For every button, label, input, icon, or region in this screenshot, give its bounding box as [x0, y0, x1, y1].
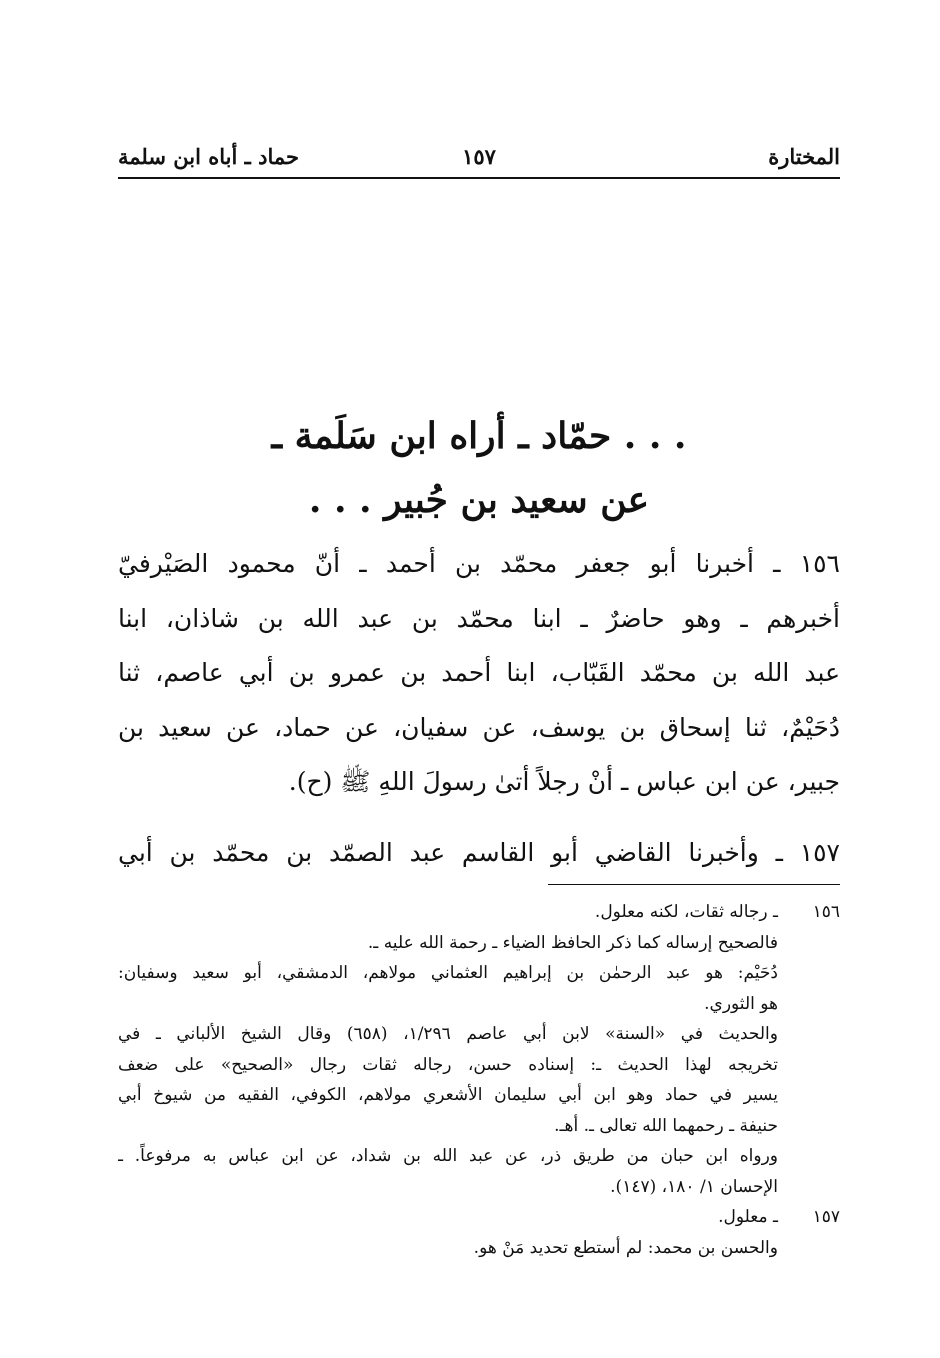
chapter-heading — [118, 404, 840, 532]
footnotes — [118, 897, 840, 1263]
footnote-divider — [548, 884, 840, 885]
running-header — [118, 140, 840, 174]
footnote-number: ١٥٧ — [812, 1207, 840, 1227]
main-text — [118, 537, 840, 880]
header-book-title: المختارة — [768, 144, 840, 169]
footnote-text: ـ رجاله ثقات، لكنه معلول. — [594, 902, 778, 922]
text-line: أخبرهم ـ وهو حاضرٌ ـ ابنا محمّد بن عبد الله بن شاذان، ابنا — [118, 603, 840, 633]
footnote-line: فالصحيح إرساله كما ذكر الحافظ الضياء ـ رحمة الله عليه ـ. — [367, 932, 778, 953]
text-line: عبد الله بن محمّد القَبّاب، ابنا أحمد بن عمرو بن أبي عاصم، ثنا — [118, 658, 840, 687]
footnote-line: تخريجه لهذا الحديث ـ: إسناده حسن، رجاله ثقات رجال «الصحيح» على ضعف — [118, 1054, 778, 1075]
footnote-line: والحسن بن محمد: لم أستطع تحديد مَنْ هو. — [473, 1237, 778, 1258]
text-line: ١٥٦ ـ أخبرنا أبو جعفر محمّد بن أحمد ـ أنّ محمود الصَيْرفيّ — [118, 549, 840, 578]
text-line: ١٥٧ ـ وأخبرنا القاضي أبو القاسم عبد الصمّد بن محمّد بن أبي — [118, 837, 840, 867]
footnote-line: دُحَيْم: هو عبد الرحمٰن بن إبراهيم العثماني مولاهم، الدمشقي، أبو سعيد وسفيان: — [118, 963, 778, 983]
text-line: جبير، عن ابن عباس ـ أنْ رجلاً أتىٰ رسولَ اللهِ ﷺ (ح). — [288, 767, 840, 796]
footnote-line: هو الثوري. — [704, 993, 778, 1014]
footnote-number: ١٥٦ — [812, 902, 840, 922]
footnote-line: والحديث في «السنة» لابن أبي عاصم ١/٢٩٦، (٦٥٨) وقال الشيخ الألباني ـ في — [118, 1024, 778, 1044]
heading-line-1: . . . حمّاد ـ أراه ابن سَلَمة ـ — [271, 415, 687, 457]
footnote-line: حنيفة ـ رحمهما الله تعالى ـ. أهـ. — [554, 1115, 778, 1136]
footnote-line: يسير في حماد وهو ابن أبي سليمان الأشعري مولاهم، الكوفي، الفقيه من شيوخ أبي — [118, 1085, 778, 1105]
footnote-line: ورواه ابن حبان من طريق ذر، عن عبد الله بن شداد، عن ابن عباس به مرفوعاً. ـ — [118, 1146, 778, 1166]
text-line: دُحَيْمٌ، ثنا إسحاق بن يوسف، عن سفيان، عن حماد، عن سعيد بن — [118, 712, 840, 742]
heading-line-2: عن سعيد بن جُبير . . . — [308, 479, 650, 521]
footnote-157-heading — [118, 1202, 840, 1233]
header-divider — [118, 177, 840, 179]
footnote-156-heading — [118, 897, 840, 928]
footnote-text: ـ معلول. — [718, 1207, 778, 1227]
page-number: ١٥٧ — [462, 144, 496, 169]
header-chapter-title: حماد ـ أباه ابن سلمة — [118, 144, 299, 169]
entry-gap — [118, 810, 840, 826]
footnote-line: الإحسان ١/ ١٨٠، (١٤٧). — [610, 1176, 778, 1197]
